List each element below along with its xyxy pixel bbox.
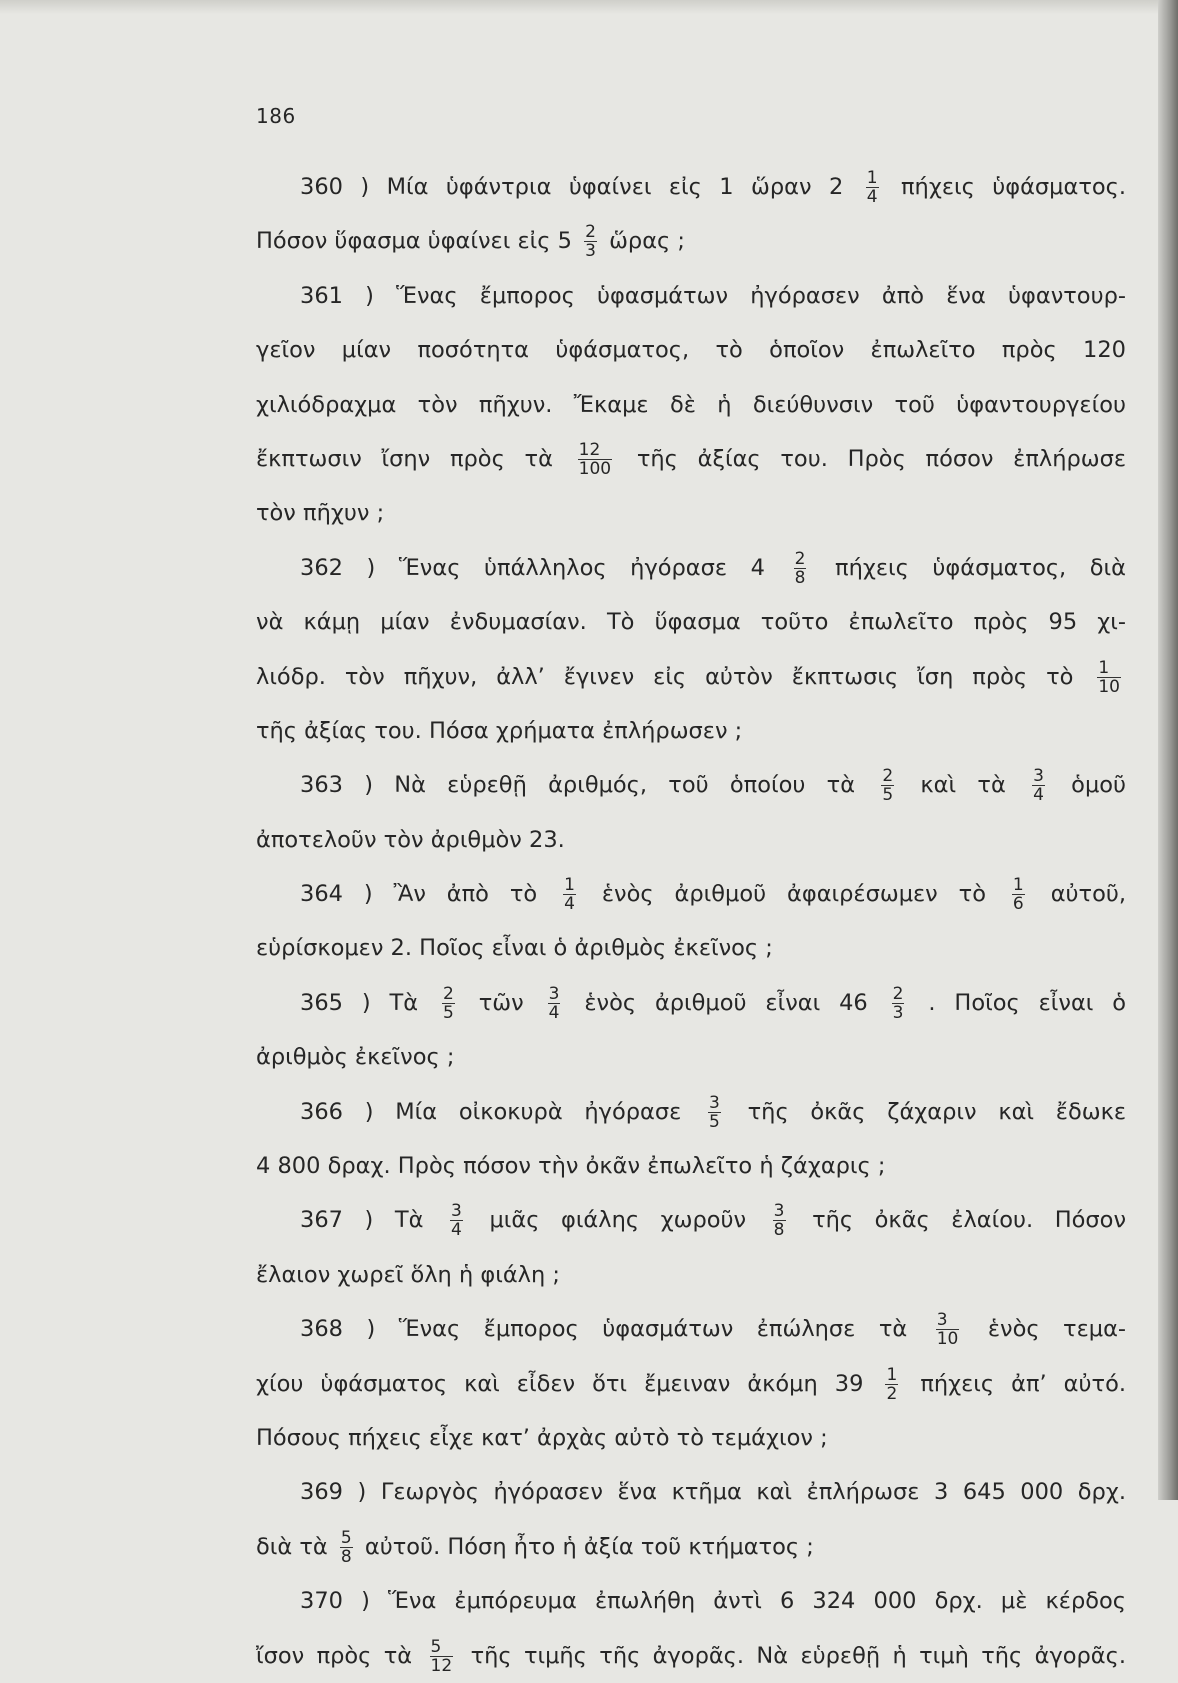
fraction: $\frac{2}{3}$: [892, 983, 904, 1023]
exercise-361-line-5: τὸν πῆχυν ;: [256, 500, 385, 527]
page-edge-shadow: [1158, 0, 1178, 1500]
fraction: $\frac{1}{6}$: [1012, 875, 1024, 915]
fraction: $\frac{1}{4}$: [866, 168, 878, 207]
exercise-362-line-4: τῆς ἀξίας του. Πόσα χρήματα ἐπλήρωσεν ;: [256, 717, 743, 744]
fraction: $\frac{2}{8}$: [794, 548, 806, 588]
exercise-360-line-2: Πόσον ὕφασμα ὑφαίνει εἰς 5 $\frac{2}{3}$ ὥρας ;: [256, 222, 685, 262]
exercise-364-line-1: 364 ) Ἂν ἀπὸ τὸ $\frac{1}{4}$ ἑνὸς ἀριθμοῦ ἀφαιρέσωμεν τὸ $\frac{1}{6}$ αὐτοῦ,: [300, 875, 1127, 915]
exercise-list: [256, 160, 1126, 1683]
exercise-362-line-1: 362 ) Ἕνας ὑπάλληλος ἠγόρασε 4 $\frac{2}{8}$ πήχεις ὑφάσματος, διὰ: [300, 548, 1126, 588]
fraction: $\frac{1}{10}$: [1098, 657, 1120, 697]
exercise-361-line-1: 361 ) Ἕνας ἔμπορος ὑφασμάτων ἠγόρασεν ἀπὸ ἕνα ὑφαντουρ-: [300, 282, 1126, 309]
exercise-362-line-2: νὰ κάμῃ μίαν ἐνδυμασίαν. Τὸ ὕφασμα τοῦτο ἐπωλεῖτο πρὸς 95 χι-: [256, 609, 1126, 636]
exercise-368-line-2: χίου ὑφάσματος καὶ εἶδεν ὅτι ἔμειναν ἀκόμη 39 $\frac{1}{2}$ πήχεις ἀπ’ αὐτό.: [256, 1364, 1127, 1404]
exercise-368-line-1: 368 ) Ἕνας ἔμπορος ὑφασμάτων ἐπώλησε τὰ $\frac{3}{10}$ ἑνὸς τεμα-: [300, 1310, 1127, 1350]
fraction: $\frac{2}{5}$: [443, 983, 454, 1023]
page-top-shadow: [0, 0, 1158, 14]
exercise-368-line-3: Πόσους πήχεις εἶχε κατ’ ἀρχὰς αὐτὸ τὸ τεμάχιον ;: [256, 1424, 828, 1451]
exercise-365-line-2: ἀριθμὸς ἐκεῖνος ;: [256, 1044, 455, 1071]
fraction: $\frac{5}{12}$: [430, 1636, 453, 1676]
exercise-360-line-1: 360 ) Μία ὑφάντρια ὑφαίνει εἰς 1 ὥραν 2 $\frac{1}{4}$ πήχεις ὑφάσματος.: [300, 168, 1126, 207]
exercise-370-line-1: 370 ) Ἕνα ἐμπόρευμα ἐπωλήθη ἀντὶ 6 324 000 δρχ. μὲ κέρδος: [300, 1588, 1126, 1615]
fraction: $\frac{12}{100}$: [578, 439, 612, 479]
exercise-364-line-2: εὑρίσκομεν 2. Ποῖος εἶναι ὁ ἀριθμὸς ἐκεῖνος ;: [256, 935, 773, 962]
fraction: $\frac{2}{5}$: [882, 766, 894, 806]
fraction: $\frac{3}{10}$: [936, 1310, 959, 1350]
fraction: $\frac{3}{5}$: [709, 1092, 720, 1132]
exercise-369-line-1: 369 ) Γεωργὸς ἠγόρασεν ἕνα κτῆμα καὶ ἐπλήρωσε 3 645 000 δρχ.: [300, 1479, 1126, 1506]
exercise-367-line-2: ἔλαιον χωρεῖ ὅλη ἡ φιάλη ;: [256, 1261, 560, 1288]
fraction: $\frac{3}{4}$: [548, 983, 560, 1023]
exercise-369-line-2: διὰ τὰ $\frac{5}{8}$ αὐτοῦ. Πόση ἦτο ἡ ἀξία τοῦ κτήματος ;: [256, 1527, 814, 1567]
fraction: $\frac{3}{4}$: [1033, 766, 1044, 806]
exercise-365-line-1: 365 ) Τὰ $\frac{2}{5}$ τῶν $\frac{3}{4}$ ἑνὸς ἀριθμοῦ εἶναι 46 $\frac{2}{3}$ . Ποῖος εἶναι ὁ: [300, 983, 1127, 1023]
exercise-367-line-1: 367 ) Τὰ $\frac{3}{4}$ μιᾶς φιάλης χωροῦν $\frac{3}{8}$ τῆς ὀκᾶς ἐλαίου. Πόσον: [300, 1201, 1127, 1241]
fraction: $\frac{3}{4}$: [451, 1201, 462, 1241]
exercise-361-line-4: ἔκπτωσιν ἴσην πρὸς τὰ $\frac{12}{100}$ τῆς ἀξίας του. Πρὸς πόσον ἐπλήρωσε: [256, 439, 1126, 479]
exercise-361-line-2: γεῖον μίαν ποσότητα ὑφάσματος, τὸ ὁποῖον ἐπωλεῖτο πρὸς 120: [256, 337, 1126, 364]
exercise-363-line-1: 363 ) Νὰ εὑρεθῇ ἀριθμός, τοῦ ὁποίου τὰ $\frac{2}{5}$ καὶ τὰ $\frac{3}{4}$ ὁμοῦ: [300, 766, 1127, 806]
exercise-361-line-3: χιλιόδραχμα τὸν πῆχυν. Ἔκαμε δὲ ἡ διεύθυνσιν τοῦ ὑφαντουργείου: [256, 391, 1126, 418]
exercise-362-line-3: λιόδρ. τὸν πῆχυν, ἀλλ’ ἔγινεν εἰς αὐτὸν ἔκπτωσις ἴση πρὸς τὸ $\frac{1}{10}$: [256, 657, 1120, 697]
exercise-370-line-2: ἴσον πρὸς τὰ $\frac{5}{12}$ τῆς τιμῆς τῆς ἀγορᾶς. Νὰ εὑρεθῇ ἡ τιμὴ τῆς ἀγορᾶς.: [256, 1636, 1126, 1676]
exercise-366-line-1: 366 ) Μία οἰκοκυρὰ ἠγόρασε $\frac{3}{5}$ τῆς ὀκᾶς ζάχαριν καὶ ἔδωκε: [300, 1092, 1126, 1132]
fraction: $\frac{1}{4}$: [564, 875, 575, 915]
fraction: $\frac{1}{2}$: [886, 1364, 898, 1404]
fraction: $\frac{3}{8}$: [773, 1201, 785, 1241]
fraction: $\frac{5}{8}$: [340, 1527, 352, 1567]
exercise-366-line-2: 4 800 δραχ. Πρὸς πόσον τὴν ὀκᾶν ἐπωλεῖτο ἡ ζάχαρις ;: [256, 1153, 886, 1180]
fraction: $\frac{2}{3}$: [585, 222, 596, 262]
exercise-363-line-2: ἀποτελοῦν τὸν ἀριθμὸν 23.: [256, 826, 565, 853]
page-number: 186: [256, 104, 296, 128]
